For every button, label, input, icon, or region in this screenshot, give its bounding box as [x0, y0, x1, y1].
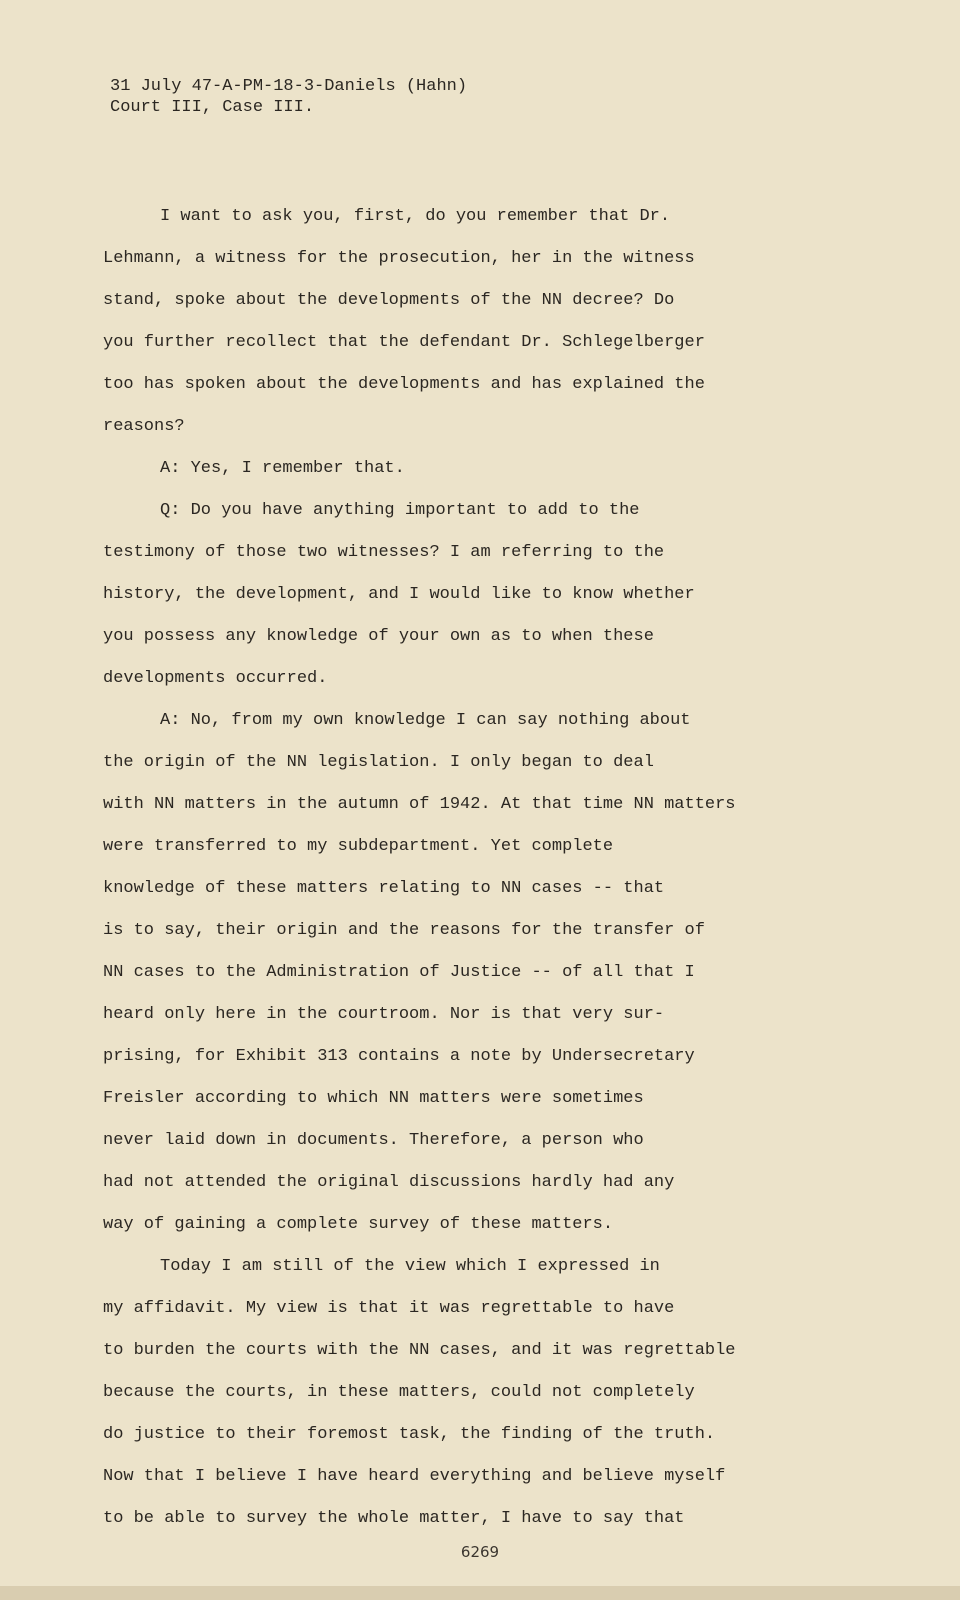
header-court-line: Court III, Case III. — [110, 98, 315, 117]
text-line: developments occurred. — [103, 669, 328, 688]
document-header — [110, 76, 467, 118]
text-line: you further recollect that the defendant Dr. Schlegelberger — [103, 333, 705, 352]
text-line: Now that I believe I have heard everything and believe myself — [103, 1467, 726, 1486]
question-line: Q: Do you have anything important to add to the — [160, 501, 640, 520]
text-line: Today I am still of the view which I expressed in — [160, 1257, 660, 1276]
text-line: history, the development, and I would like to know whether — [103, 585, 695, 604]
text-line: testimony of those two witnesses? I am referring to the — [103, 543, 665, 562]
text-line: way of gaining a complete survey of these matters. — [103, 1215, 614, 1234]
text-line: heard only here in the courtroom. Nor is that very sur- — [103, 1005, 665, 1024]
text-line: Lehmann, a witness for the prosecution, her in the witness — [103, 249, 695, 268]
text-line: with NN matters in the autumn of 1942. At that time NN matters — [103, 795, 736, 814]
text-line: reasons? — [103, 417, 185, 436]
paper-bottom-edge — [0, 1586, 960, 1600]
text-line: never laid down in documents. Therefore, a person who — [103, 1131, 644, 1150]
text-line: were transferred to my subdepartment. Yet complete — [103, 837, 614, 856]
text-line: Freisler according to which NN matters were sometimes — [103, 1089, 644, 1108]
text-line: too has spoken about the developments and has explained the — [103, 375, 705, 394]
text-line: I want to ask you, first, do you remember that Dr. — [160, 207, 671, 226]
text-line: the origin of the NN legislation. I only began to deal — [103, 753, 654, 772]
text-line: had not attended the original discussions hardly had any — [103, 1173, 675, 1192]
text-line: because the courts, in these matters, could not completely — [103, 1383, 695, 1402]
answer-line: A: Yes, I remember that. — [160, 459, 405, 478]
page-number: 6269 — [460, 1543, 500, 1561]
text-line: NN cases to the Administration of Justice -- of all that I — [103, 963, 695, 982]
text-line: to burden the courts with the NN cases, and it was regrettable — [103, 1341, 736, 1360]
text-line: do justice to their foremost task, the finding of the truth. — [103, 1425, 716, 1444]
text-line: prising, for Exhibit 313 contains a note by Undersecretary — [103, 1047, 695, 1066]
text-line: is to say, their origin and the reasons for the transfer of — [103, 921, 705, 940]
text-line: stand, spoke about the developments of the NN decree? Do — [103, 291, 675, 310]
text-line: to be able to survey the whole matter, I have to say that — [103, 1509, 685, 1528]
text-line: knowledge of these matters relating to NN cases -- that — [103, 879, 665, 898]
text-line: my affidavit. My view is that it was regrettable to have — [103, 1299, 675, 1318]
text-line: you possess any knowledge of your own as to when these — [103, 627, 654, 646]
answer-line: A: No, from my own knowledge I can say nothing about — [160, 711, 691, 730]
header-date-line: 31 July 47-A-PM-18-3-Daniels (Hahn) — [110, 77, 468, 96]
